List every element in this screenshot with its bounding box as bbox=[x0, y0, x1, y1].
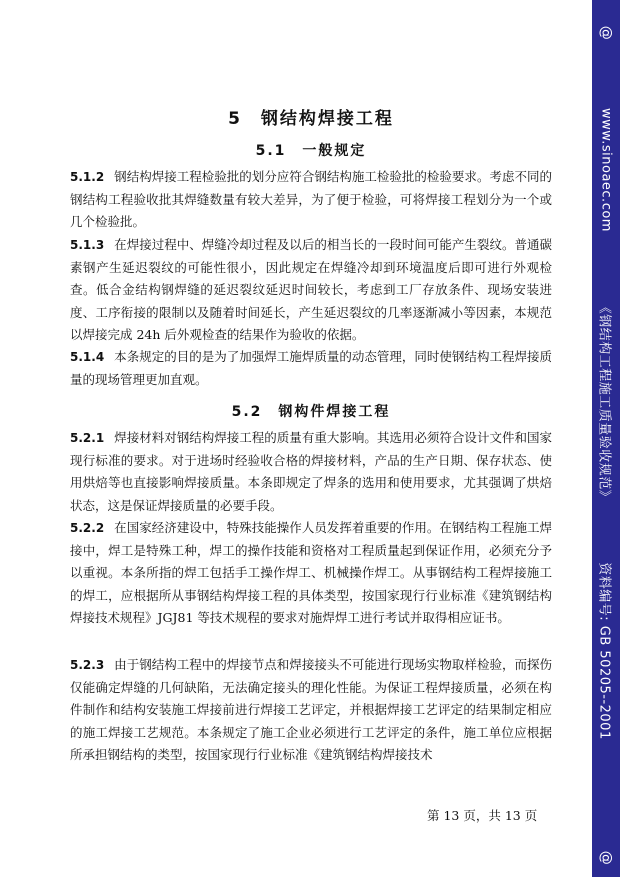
clause-number: 5.2.3 bbox=[70, 658, 105, 672]
clause-number: 5.2.1 bbox=[70, 431, 105, 445]
at-symbol-bottom: @ bbox=[598, 850, 614, 866]
clause-paragraph bbox=[70, 166, 552, 234]
clause-text: 钢结构焊接工程检验批的划分应符合钢结构施工检验批的检验要求。考虑不同的钢结构工程验收批其焊缝数量有较大差异，为了便于检验，可将焊接工程划分为一个或几个检验批。 bbox=[70, 169, 552, 230]
clause-number: 5.1.4 bbox=[70, 350, 105, 364]
clause-number: 5.1.2 bbox=[70, 170, 105, 184]
document-title: 《钢结构工程施工质量验收规范》 bbox=[596, 300, 612, 504]
clause-paragraph bbox=[70, 517, 552, 630]
document-number: 资料编号: GB 50205--2001 bbox=[596, 562, 612, 740]
clause-paragraph bbox=[70, 654, 552, 767]
clause-number: 5.1.3 bbox=[70, 238, 105, 252]
at-symbol-top: @ bbox=[598, 25, 614, 41]
clause-paragraph bbox=[70, 427, 552, 517]
clause-text: 本条规定的目的是为了加强焊工施焊质量的动态管理，同时使钢结构工程焊接质量的现场管理更加直观。 bbox=[70, 349, 552, 387]
clause-number: 5.2.2 bbox=[70, 521, 105, 535]
website-url[interactable]: www.sinoaec.com bbox=[598, 108, 614, 232]
clause-text: 在焊接过程中、焊缝冷却过程及以后的相当长的一段时间可能产生裂纹。普通碳素钢产生延迟裂纹的可能性很小，因此规定在焊缝冷却到环境温度后即可进行外观检查。低合金结构钢焊缝的延迟裂纹延迟时间较长，考虑到工厂存放条件、现场安装进度、工序衔接的限制以及随着时间延长，产生延迟裂纹的几率逐渐减小等因素，本规范以焊接完成 24h 后外观检查的结果作为验收的依据。 bbox=[70, 237, 552, 343]
clause-text: 在国家经济建设中，特殊技能操作人员发挥着重要的作用。在钢结构工程施工焊接中，焊工是特殊工种，焊工的操作技能和资格对工程质量起到保证作用，必须充分予以重视。本条所指的焊工包括手工操作焊工、机械操作焊工。从事钢结构工程焊接施工的焊工，应根据所从事钢结构焊接工程的具体类型，按国家现行行业标准《建筑钢结构焊接技术规程》JGJ81 等技术规程的要求对施焊焊工进行考试并取得相应证书。 bbox=[70, 520, 552, 626]
section-heading: 5.1 一般规定 bbox=[255, 143, 367, 159]
side-banner bbox=[592, 0, 620, 877]
section-heading: 5.2 钢构件焊接工程 bbox=[231, 404, 391, 420]
clause-text: 由于钢结构工程中的焊接节点和焊接接头不可能进行现场实物取样检验，而探伤仅能确定焊缝的几何缺陷，无法确定接头的理化性能。为保证工程焊接质量，必须在构件制作和结构安装施工焊接前进行焊接工艺评定，并根据焊接工艺评定的结果制定相应的施工焊接工艺规范。本条规定了施工企业必须进行工艺评定的条件，施工单位应根据所承担钢结构的类型，按国家现行行业标准《建筑钢结构焊接技术 bbox=[70, 657, 552, 763]
clause-paragraph bbox=[70, 234, 552, 347]
clause-text: 焊接材料对钢结构焊接工程的质量有重大影响。其选用必须符合设计文件和国家现行标准的要求。对于进场时经验收合格的焊接材料，产品的生产日期、保存状态、使用烘焙等也直接影响焊接质量。本条即规定了焊条的选用和使用要求，尤其强调了烘焙状态，这是保证焊接质量的必要手段。 bbox=[70, 430, 552, 513]
chapter-title: 5 钢结构焊接工程 bbox=[228, 109, 394, 129]
page-number: 第 13 页，共 13 页 bbox=[427, 808, 538, 823]
clause-paragraph bbox=[70, 346, 552, 391]
